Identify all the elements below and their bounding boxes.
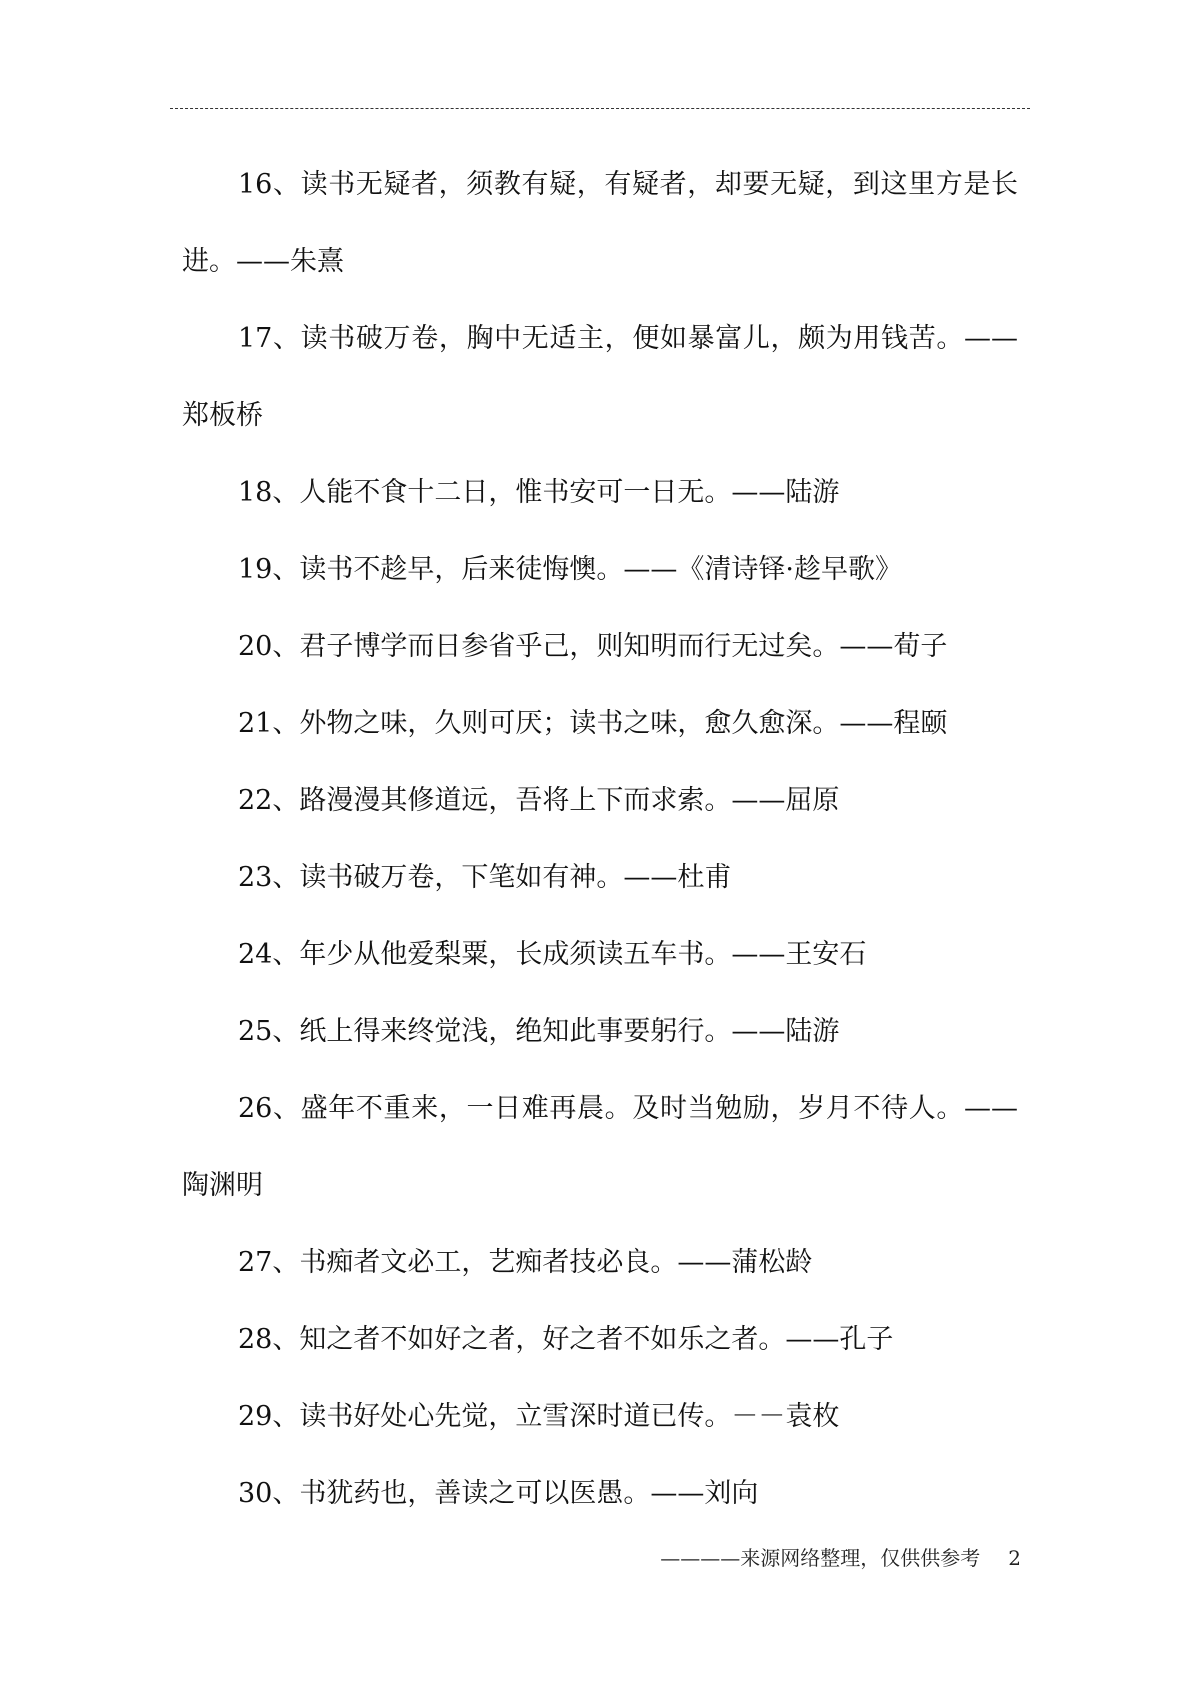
quote-item: 18、人能不食十二日，惟书安可一日无。——陆游: [238, 477, 840, 508]
quote-item: 17、读书破万卷，胸中无适主，便如暴富儿，颇为用钱苦。——郑板桥: [182, 323, 1018, 431]
quote-item: 20、君子博学而日参省乎己，则知明而行无过矣。——荀子: [238, 631, 948, 662]
header-divider: [170, 108, 1030, 109]
quote-item: 26、盛年不重来，一日难再晨。及时当勉励，岁月不待人。——陶渊明: [182, 1093, 1018, 1201]
quote-item: 28、知之者不如好之者，好之者不如乐之者。——孔子: [238, 1324, 894, 1355]
quote-item: 23、读书破万卷，下笔如有神。——杜甫: [238, 862, 732, 893]
quote-item: 21、外物之味，久则可厌；读书之味，愈久愈深。——程颐: [238, 708, 948, 739]
quote-item: 30、书犹药也，善读之可以医愚。——刘向: [238, 1478, 759, 1509]
page-footer: [660, 1544, 1021, 1572]
quote-item: 24、年少从他爱梨粟，长成须读五车书。——王安石: [238, 939, 867, 970]
quote-list: [182, 146, 1018, 1532]
quote-item: 25、纸上得来终觉浅，绝知此事要躬行。——陆游: [238, 1016, 840, 1047]
quote-item: 16、读书无疑者，须教有疑，有疑者，却要无疑，到这里方是长进。——朱熹: [182, 169, 1018, 277]
quote-item: 27、书痴者文必工，艺痴者技必良。——蒲松龄: [238, 1247, 813, 1278]
footer-source-note: ————来源网络整理，仅供供参考: [660, 1546, 981, 1570]
page-number: 2: [1008, 1546, 1021, 1570]
quote-item: 22、路漫漫其修道远，吾将上下而求索。——屈原: [238, 785, 840, 816]
quote-item: 19、读书不趁早，后来徒悔懊。——《清诗铎·趁早歌》: [238, 554, 902, 585]
quote-item: 29、读书好处心先觉，立雪深时道已传。－－袁枚: [238, 1401, 840, 1432]
